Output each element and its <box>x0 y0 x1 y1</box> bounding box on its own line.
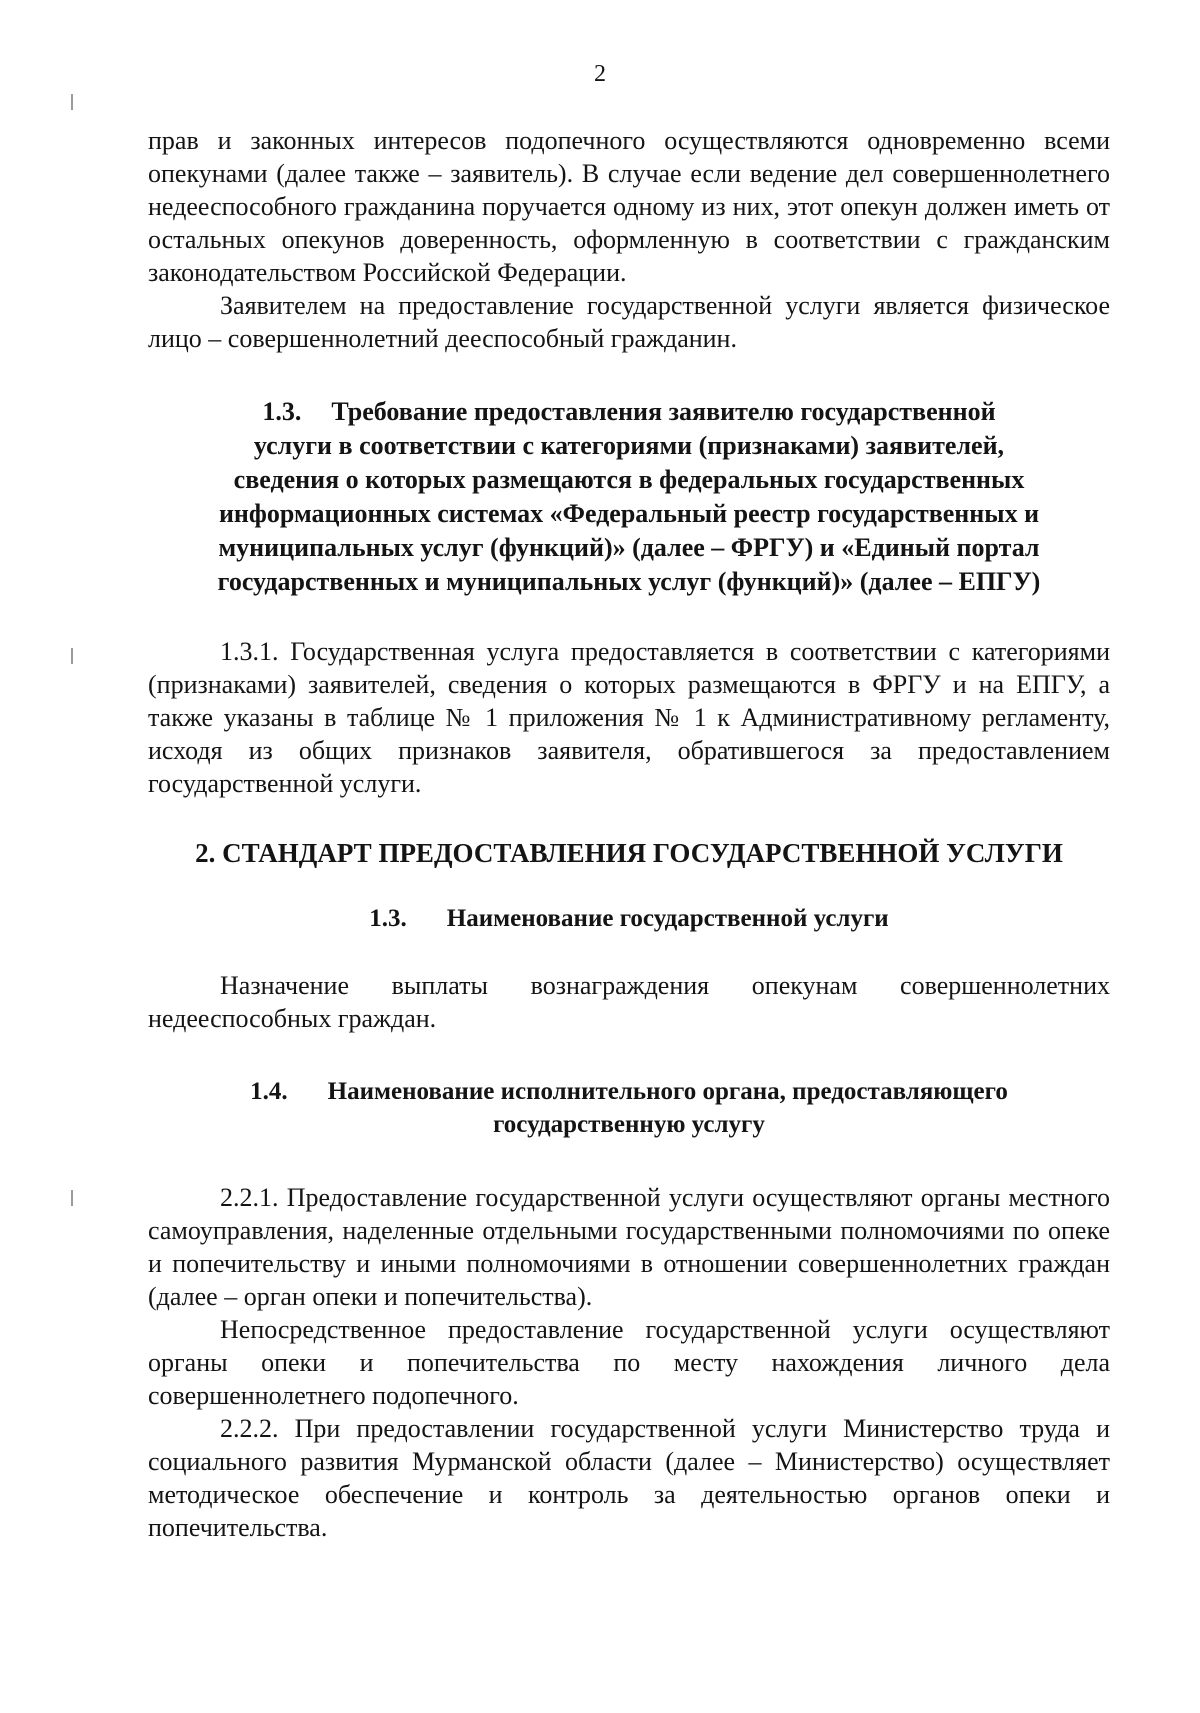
margin-mark <box>71 1190 73 1206</box>
heading-line: услуги в соответствии с категориями (признаками) заявителей, <box>253 431 1005 460</box>
heading-line: муниципальных услуг (функций)» (далее – ФРГУ) и «Единый портал <box>218 533 1040 562</box>
section-heading-2: 2. СТАНДАРТ ПРЕДОСТАВЛЕНИЯ ГОСУДАРСТВЕННОЙ УСЛУГИ <box>195 838 1063 868</box>
paragraph: 1.3.1. Государственная услуга предоставляется в соответствии с категориями (признаками) заявителей, сведения о которых размещаются в ФРГУ и на ЕПГУ, а также указаны в таблице № 1 приложения № 1 к Административному регламенту, исходя из общих признаков заявителя, обратившегося за предоставлением государственной услуги. <box>148 637 1110 798</box>
heading-line: государственных и муниципальных услуг (функций)» (далее – ЕПГУ) <box>217 567 1041 596</box>
margin-mark <box>71 648 73 664</box>
margin-mark <box>71 94 73 110</box>
paragraph: 2.2.2. При предоставлении государственной услуги Министерство труда и социального развития Мурманской области (далее – Министерство) осуществляет методическое обеспечение и контроль за деятельностью органов опеки и попечительства. <box>148 1414 1110 1542</box>
paragraph: прав и законных интересов подопечного осуществляются одновременно всеми опекунами (далее также – заявитель). В случае если ведение дел совершеннолетнего недееспособного гражданина поручается одному из них, этот опекун должен иметь от остальных опекунов доверенность, оформленную в соответствии с гражданским законодательством Российской Федерации. <box>148 126 1110 287</box>
heading-line: Требование предоставления заявителю государственной <box>331 397 996 426</box>
paragraph: Заявителем на предоставление государственной услуги является физическое лицо – совершеннолетний дееспособный гражданин. <box>148 291 1110 353</box>
paragraph: 2.2.1. Предоставление государственной услуги осуществляют органы местного самоуправления, наделенные отдельными государственными полномочиями по опеке и попечительству и иными полномочиями в отношении совершеннолетних граждан (далее – орган опеки и попечительства). <box>148 1183 1110 1311</box>
heading-number: 1.3. <box>369 905 407 932</box>
heading-text: Наименование государственной услуги <box>446 905 889 932</box>
page-number: 2 <box>594 61 606 87</box>
paragraph: Непосредственное предоставление государственной услуги осуществляют органы опеки и попечительства по месту нахождения личного дела совершеннолетнего подопечного. <box>148 1315 1110 1410</box>
heading-number: 1.3. <box>262 397 302 426</box>
document-body <box>148 124 1110 1544</box>
paragraph: Назначение выплаты вознаграждения опекунам совершеннолетних недееспособных граждан. <box>148 971 1110 1033</box>
section-heading-1-3 <box>148 395 1110 599</box>
heading-number: 1.4. <box>250 1078 288 1105</box>
heading-line: государственную услугу <box>493 1111 765 1138</box>
heading-line: информационных системах «Федеральный реестр государственных и <box>218 499 1040 528</box>
subsection-heading-executive-body <box>148 1075 1110 1141</box>
heading-line: Наименование исполнительного органа, предоставляющего <box>327 1078 1008 1105</box>
subsection-heading-service-name <box>148 902 1110 935</box>
heading-line: сведения о которых размещаются в федеральных государственных <box>233 465 1025 494</box>
